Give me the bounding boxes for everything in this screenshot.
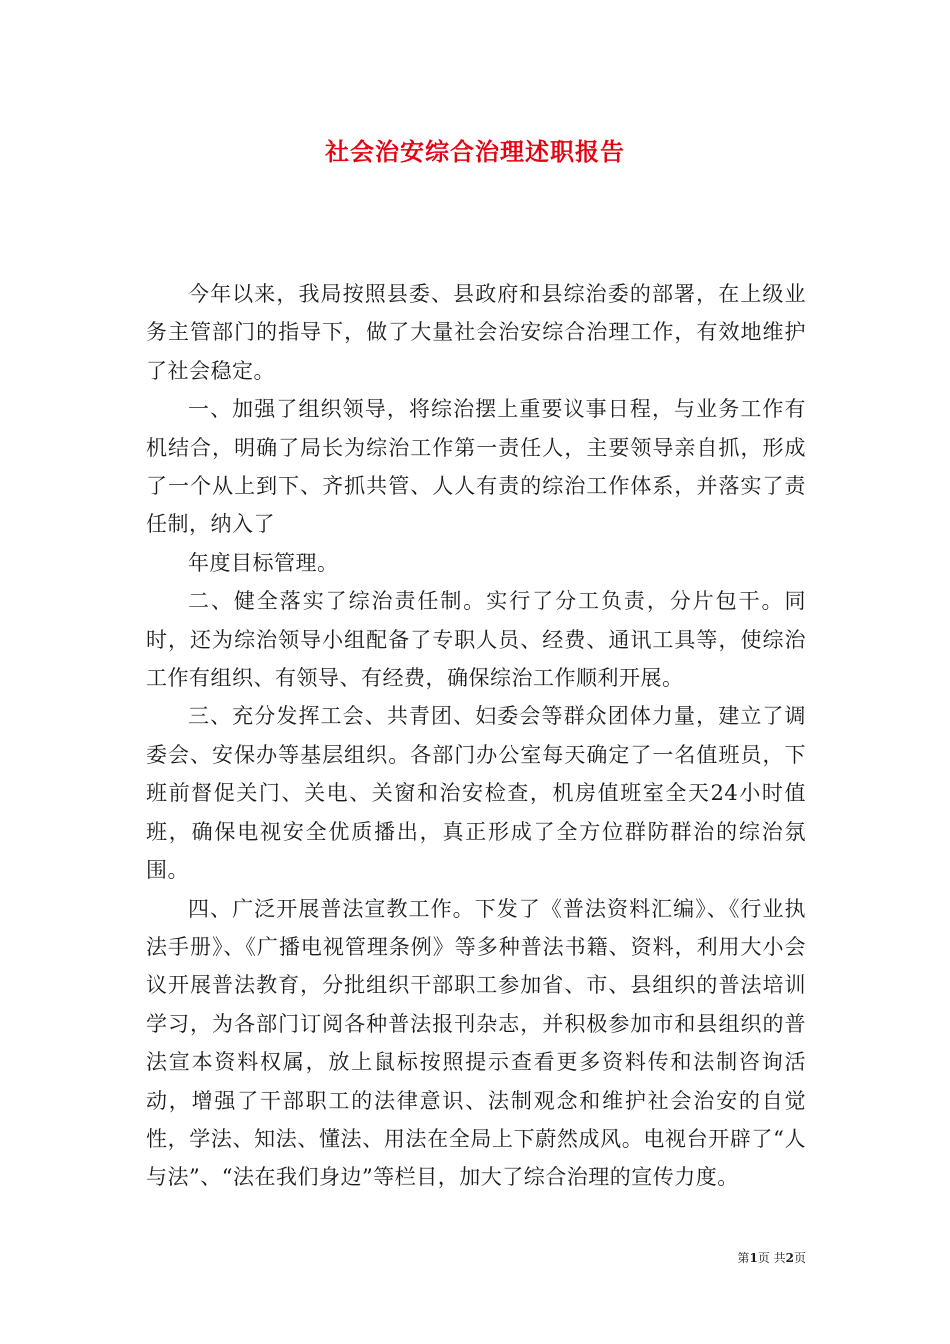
footer-middle: 页 共 (757, 1251, 786, 1265)
footer-total-pages: 2 (785, 1251, 794, 1265)
paragraph-intro: 今年以来，我局按照县委、县政府和县综治委的部署，在上级业务主管部门的指导下，做了大量社会治安综合治理工作，有效地维护了社会稳定。 (146, 282, 806, 383)
footer-prefix: 第 (737, 1251, 750, 1265)
paragraph-section-3: 三、充分发挥工会、共青团、妇委会等群众团体力量，建立了调委会、安保办等基层组织。各部门办公室每天确定了一名值班员，下班前督促关门、关电、关窗和治安检查，机房值班室全天24小时值班，确保电视安全优质播出，真正形成了全方位群防群治的综治氛围。 (146, 704, 806, 883)
paragraph-section-2: 二、健全落实了综治责任制。实行了分工负责，分片包干。同时，还为综治领导小组配备了专职人员、经费、通讯工具等，使综治工作有组织、有领导、有经费，确保综治工作顺利开展。 (146, 589, 806, 691)
paragraph-section-1-continued: 年度目标管理。 (188, 550, 339, 575)
footer-suffix: 页 (793, 1251, 806, 1265)
footer-current-page: 1 (749, 1251, 758, 1265)
paragraph-section-4: 四、广泛开展普法宣教工作。下发了《普法资料汇编》、《行业执法手册》、《广播电视管理条例》等多种普法书籍、资料，利用大小会议开展普法教育，分批组织干部职工参加省、市、县组织的普法培训学习，为各部门订阅各种普法报刊杂志，并积极参加市和县组织的普法宣本资料权属，放上鼠标按照提示查看更多资料传和法制咨询活动，增强了干部职工的法律意识、法制观念和维护社会治安的自觉性，学法、知法、懂法、用法在全局上下蔚然成风。电视台开辟了“人与法”、“法在我们身边”等栏目，加大了综合治理的宣传力度。 (146, 896, 806, 1190)
page-number-footer (737, 1249, 806, 1266)
document-body (146, 275, 806, 1197)
document-title: 社会治安综合治理述职报告 (325, 137, 625, 166)
paragraph-section-1: 一、加强了组织领导，将综治摆上重要议事日程，与业务工作有机结合，明确了局长为综治工作第一责任人，主要领导亲自抓，形成了一个从上到下、齐抓共管、人人有责的综治工作体系，并落实了责任制，纳入了 (146, 397, 806, 537)
